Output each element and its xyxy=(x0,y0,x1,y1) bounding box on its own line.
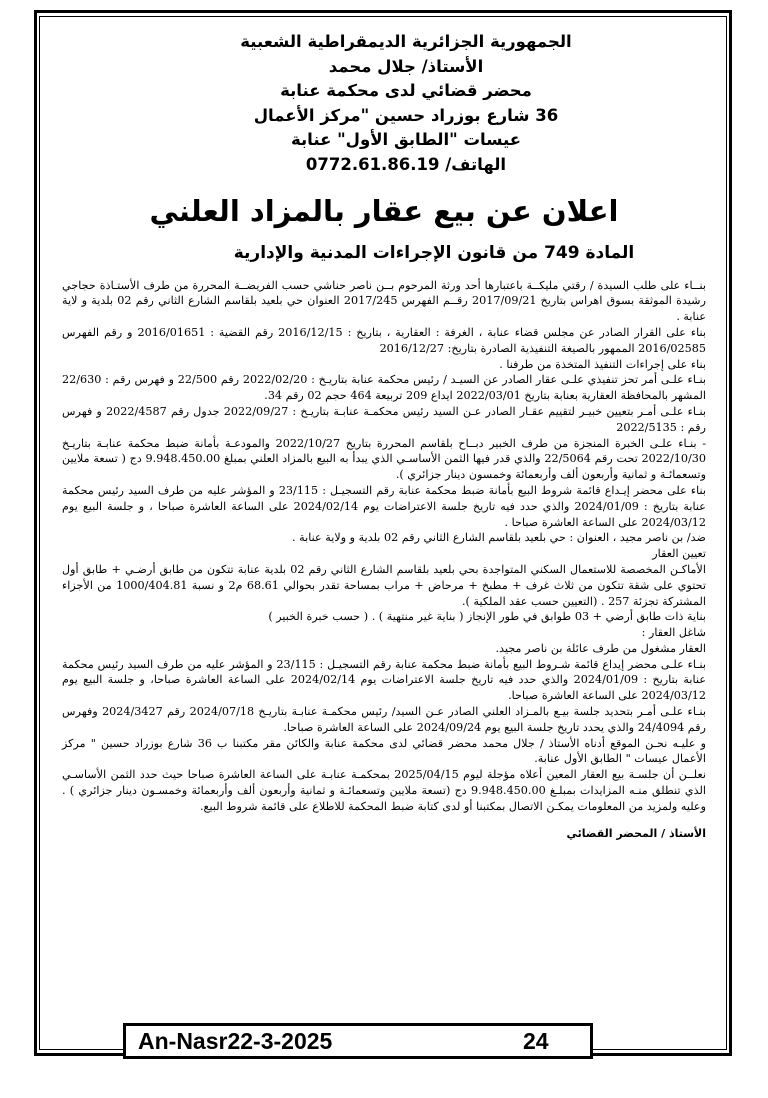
signature: الأستاذ / المحضر القضائي xyxy=(566,826,706,840)
paragraph: بنـاء علـى أمر تحز تنفيذي علـى عقار الصادر عن السيـد / رئيس محكمة عنابة بتاريـخ : 2022/02/20 رقم 22/500 و فهرس رقم : 22/630 المشهر بالمحافظة العقارية بعنابة بتاريخ 2022/03/01 ايداع 209 تربيعة 464 حجم 02 رقم 34. xyxy=(62,373,706,403)
page-number: 24 xyxy=(523,1028,549,1054)
paragraph: و عليـه نحـن الموقع أدناه الأستاذ / جلال محمد محضر قضائي لدى محكمة عنابة والكائن مقر مكتبنا ب 36 شارع بوزراد حسين " مركز الأعمال عيسات " الطابق الأول عنابة. xyxy=(62,736,706,766)
paragraph: بنـاء علـى أمـر بتعيين خبيـر لتقييم عقـار الصادر عـن السيد رئيس محكمـة عنابـة بتاريـخ : 2022/09/27 جدول رقم 2022/4587 و فهرس رقم : 2022/5135 xyxy=(62,404,706,434)
paragraph: نعلــن أن جلسـة بيع العقار المعين أعلاه مؤجلة ليوم 2025/04/15 بمحكمـة عنابـة على الساعة العاشرة صباحا حيث حدد الثمن الأساسـي الذي تنطلق منـه المزايدات بمبلـغ 9.948.450.00 دج (تسعة ملايين وتسعمائـة و ثمانية وأربعون ألف وأربعمائة وخمسـون دينار جزائري ) . وعليه ولمزيد من المعلومات يمكـن الاتصال بمكتبنا أو لدى كتابة ضبط المحكمة للاطلاع على قائمة شروط البيع. xyxy=(62,768,707,813)
paragraph: بناية ذات طابق أرضي + 03 طوابق في طور الإنجاز ( بناية غير منتهية ) . ( حسب خبرة الخبير ) xyxy=(268,610,706,624)
publication-footer xyxy=(123,1023,593,1059)
paragraph: بنــاء على طلب السيدة / رقتي مليكــة باعتبارها أحد ورثة المرحوم بــن ناصر حناشي حسب الفريضــة المحررة من طرف الأستـاذة حجاجي رشيدة الموثقة بسوق اهراس بتاريخ 2017/09/21 رقــم الفهرس 2017/245 العنوان حي بلعيد بلقاسم الشارع الثاني رقم 02 بلدية و لاية عنابة . xyxy=(62,278,706,324)
paragraph: الأماكـن المخصصة للاستعمال السكني المتواجدة بحي بلعيد بلقاسم الشارع الثاني رقم 02 بلدية عنابة تتكون من طابق أرضـي + طابق أول تحتوي على شقة تتكون من ثلاث غرف + مطبخ + مرحاض + مراب بمساحة تقدر بحوالي 68.61 م2 و نسبة 1000/404.81 من الأجزاء المشتركة تجزئة 257 . (التعيين حسب عقد الملكية ). xyxy=(62,562,707,608)
section-heading: تعيين العقار xyxy=(652,547,706,561)
paragraph: بنـاء علـى محضر إيداع قائمة شـروط البيع بأمانة ضبط محكمة عنابة رقم التسجيـل : 23/115 و المؤشر عليه من طرف السيد رئيس محكمة عنابة بتاريخ : 2024/01/09 والذي حدد فيه تاريخ جلسة الاعتراضات يوم 2024/02/14 على الساعة العاشرة صباحا، و جلسة البيع يوم 2024/03/12 على الساعة العاشرة صباحا. xyxy=(62,657,707,703)
paragraph: بنـاء علـى أمـر بتحديد جلسة بيـع بالمـزاد العلني الصادر عـن السيد/ رئيس محكمـة عنابـة بتاريـخ 2024/07/18 رقم 2024/3427 وفهرس رقم 24/4094 والذي يحدد تاريخ جلسة البيع يوم 2024/09/24 على الساعة العاشرة صباحا. xyxy=(62,705,706,734)
notice-title: اعلان عن بيع عقار بالمزاد العلني xyxy=(149,193,619,228)
paragraph: العقار مشغول من طرف عائلة بن ناصر مجيد. xyxy=(495,641,706,655)
section-heading: شاغل العقار : xyxy=(641,626,706,640)
header-line-address: 36 شارع بوزراد حسين "مركز الأعمال xyxy=(253,105,559,125)
notice-content xyxy=(62,30,706,840)
header-line-country: الجمهورية الجزائرية الديمقراطية الشعبية xyxy=(240,32,572,51)
notice-subtitle: المادة 749 من قانون الإجراءات المدنية والإدارية xyxy=(233,242,635,263)
paragraph: - بنـاء علـى الخبرة المنجزة من طرف الخبير دبــاح بلقاسم المحررة بتاريخ 2022/10/27 والمودعـة بأمانة ضبط محكمة عنابـة بتاريـخ 2022/10/30 تحت رقم 22/5064 والذي قدر فيها الثمن الأساسـي الذي يبدأ به البيع بالمزاد العلني بمبلغ 9.948.450.00 دج ( تسعة ملايين وتسعمائـة و ثمانية وأربعون ألف وأربعمائة وخمسون دينار جزائري ). xyxy=(62,436,707,482)
letterhead xyxy=(206,30,606,178)
header-line-address-2: عيسات "الطابق الأول" عنابة xyxy=(290,130,522,150)
paragraph: ضد/ بن ناصر مجيد ، العنوان : حي بلعيد بلقاسم الشارع الثاني رقم 02 بلدية و ولاية عنابة . xyxy=(291,531,706,545)
header-line-bailiff-name: الأستاذ/ جلال محمد xyxy=(328,56,484,76)
paragraph: بناء على محضر إيـداع قائمة شروط البيع بأمانة ضبط محكمة عنابة رقم التسجيـل : 23/115 و المؤشر عليه من طرف السيد رئيس محكمة عنابة بتاريخ : 2024/01/09 والذي حدد فيه تاريخ جلسة الاعتراضات يوم 2024/02/14 على الساعة العاشرة صباحا ، و جلسة البيع يوم 2024/03/12 على الساعة العاشرة صباحا . xyxy=(62,483,706,529)
newspaper-date: An-Nasr22-3-2025 xyxy=(138,1028,333,1054)
header-line-phone: الهاتف/ 0772.61.86.19 xyxy=(305,154,507,174)
header-line-bailiff-title: محضر قضائي لدى محكمة عنابة xyxy=(280,81,532,101)
paragraph: بناء على القرار الصادر عن مجلس قضاء عنابة ، الغرفة : العقارية ، بتاريخ : 2016/12/15 رقم القضية : 2016/01651 و رقم الفهرس 2016/02585 الممهور بالصيغة التنفيذية الصادرة بتاريخ: 2016/12/27 xyxy=(62,325,706,355)
paragraph: بناء على إجراءات التنفيذ المتخذة من طرفنا . xyxy=(499,357,706,371)
notice-body xyxy=(62,278,706,815)
